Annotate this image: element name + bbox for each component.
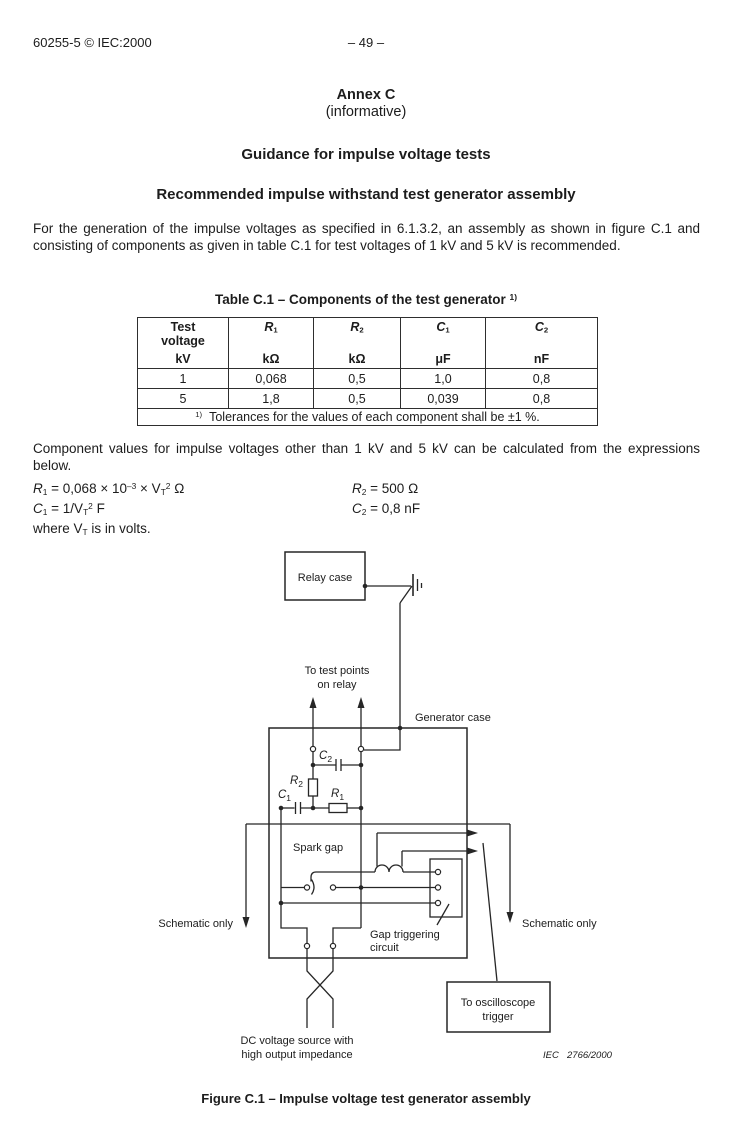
cell: 0,5 (314, 369, 401, 389)
schematic-only-label-left: Schematic only (158, 918, 233, 930)
wire (281, 808, 307, 944)
oscilloscope-label-line1: To oscilloscope (460, 997, 536, 1009)
capacitor-c1-body (281, 802, 329, 814)
schematic-only-label-right: Schematic only (522, 918, 597, 930)
paragraph-component-values: Component values for impulse voltages other than 1 kV and 5 kV can be calculated from the expressions below. (33, 441, 700, 473)
ground-internal-wire (364, 728, 400, 750)
spark-gap-label: Spark gap (293, 842, 344, 854)
dc-source-label-line1: DC voltage source with (240, 1035, 354, 1047)
arrow-down-icon (507, 912, 514, 923)
c1-label: $C_1$ (277, 789, 291, 803)
figure-wiring (246, 552, 550, 1032)
paragraph-intro: For the generation of the impulse voltages as specified in 6.1.3.2, an assembly as shown in figure C.1 and consisting of components as given in table C.1 for test voltages of 1 kV and 5 kV is recommended. (33, 221, 700, 253)
gap-trigger-label-line2: circuit (370, 942, 399, 954)
arrow-up-icon (310, 697, 317, 708)
generator-case-label: Generator case (415, 712, 491, 724)
dc-source-leads (307, 949, 333, 1029)
trigger-coil (311, 865, 436, 882)
r1-label: $R_1$ (331, 788, 345, 802)
table-row-1kv (138, 369, 598, 389)
relay-case-label: Relay case (297, 572, 353, 584)
table-row-5kv (138, 389, 598, 409)
cell: 0,5 (314, 389, 401, 409)
arrow-right-icon (467, 848, 478, 855)
components-table (137, 317, 598, 426)
col-header-r2: $R_2$ kΩ (314, 318, 401, 369)
arrow-right-icon (467, 830, 478, 837)
cell: 5 (138, 389, 229, 409)
test-points-label-line2: on relay (317, 679, 357, 691)
iec-figure-reference: IEC 2766/2000 (543, 1050, 612, 1061)
cell: 1,0 (401, 369, 486, 389)
table-title-footnote-ref: 1) (509, 292, 517, 302)
table-footnote-row (138, 409, 598, 426)
heading-title: Guidance for impulse voltage tests (241, 146, 491, 163)
gap-trigger-label-line1: Gap triggering (370, 929, 440, 941)
figure-impulse-generator (0, 545, 732, 1080)
formula-r1: $R_1 = 0,068 \times 10^{-3} \times V_T^2$ Ω (33, 481, 185, 497)
wire (333, 928, 361, 944)
doc-reference: 60255-5 © IEC:2000 (33, 35, 152, 50)
cell: 0,8 (486, 389, 598, 409)
r2-label: $R_2$ (289, 775, 303, 789)
heading-annex: Annex C (336, 87, 396, 103)
table-title (0, 292, 732, 307)
schematic-only-bracket (246, 824, 510, 920)
figure-caption: Figure C.1 – Impulse voltage test generator assembly (201, 1091, 531, 1106)
heading-subtitle: Recommended impulse withstand test generator assembly (156, 186, 576, 203)
arrow-down-icon (243, 917, 250, 928)
cell: 0,8 (486, 369, 598, 389)
resistor-r2-body (309, 779, 318, 796)
test-points-label-line1: To test points (304, 665, 370, 677)
col-header-test-voltage: Test voltage kV (138, 318, 229, 369)
col-header-r1: $R_1$ kΩ (229, 318, 314, 369)
page-number: – 49 – (347, 35, 385, 50)
col-header-c2: $C_2$ nF (486, 318, 598, 369)
col-header-c1: $C_1$ μF (401, 318, 486, 369)
oscilloscope-pointer-line (483, 843, 497, 981)
formula-r2: $R_2 = 500$ Ω (352, 481, 419, 497)
arrow-up-icon (358, 697, 365, 708)
dc-source-label-line2: high output impedance (241, 1049, 353, 1061)
resistor-r1-body (329, 804, 347, 813)
cell: 1 (138, 369, 229, 389)
formula-c1: $C_1 = 1/V_T^2$ F (33, 501, 105, 517)
table-title-text: Table C.1 – Components of the test generator (215, 292, 510, 308)
cell: 0,068 (229, 369, 314, 389)
oscilloscope-label-line2: trigger (482, 1011, 514, 1023)
ground-icon (400, 574, 422, 603)
c2-label: $C_2$ (319, 750, 333, 764)
formula-c2: $C_2 = 0,8$ nF (352, 501, 421, 517)
heading-informative: (informative) (325, 104, 407, 120)
figure-arrowheads (243, 697, 514, 928)
components-table-wrap (137, 317, 598, 426)
trigger-output-lines (377, 833, 470, 867)
gap-trigger-pointer-line (437, 904, 449, 925)
cell: 0,039 (401, 389, 486, 409)
footnote-ref: 1) (195, 410, 203, 420)
junction-dots (279, 584, 403, 906)
footnote-text: Tolerances for the values of each component shall be ±1 %. (209, 410, 540, 424)
table-header-row (138, 318, 598, 369)
formula-where: where $V_T$ is in volts. (33, 521, 151, 537)
cell: 1,8 (229, 389, 314, 409)
